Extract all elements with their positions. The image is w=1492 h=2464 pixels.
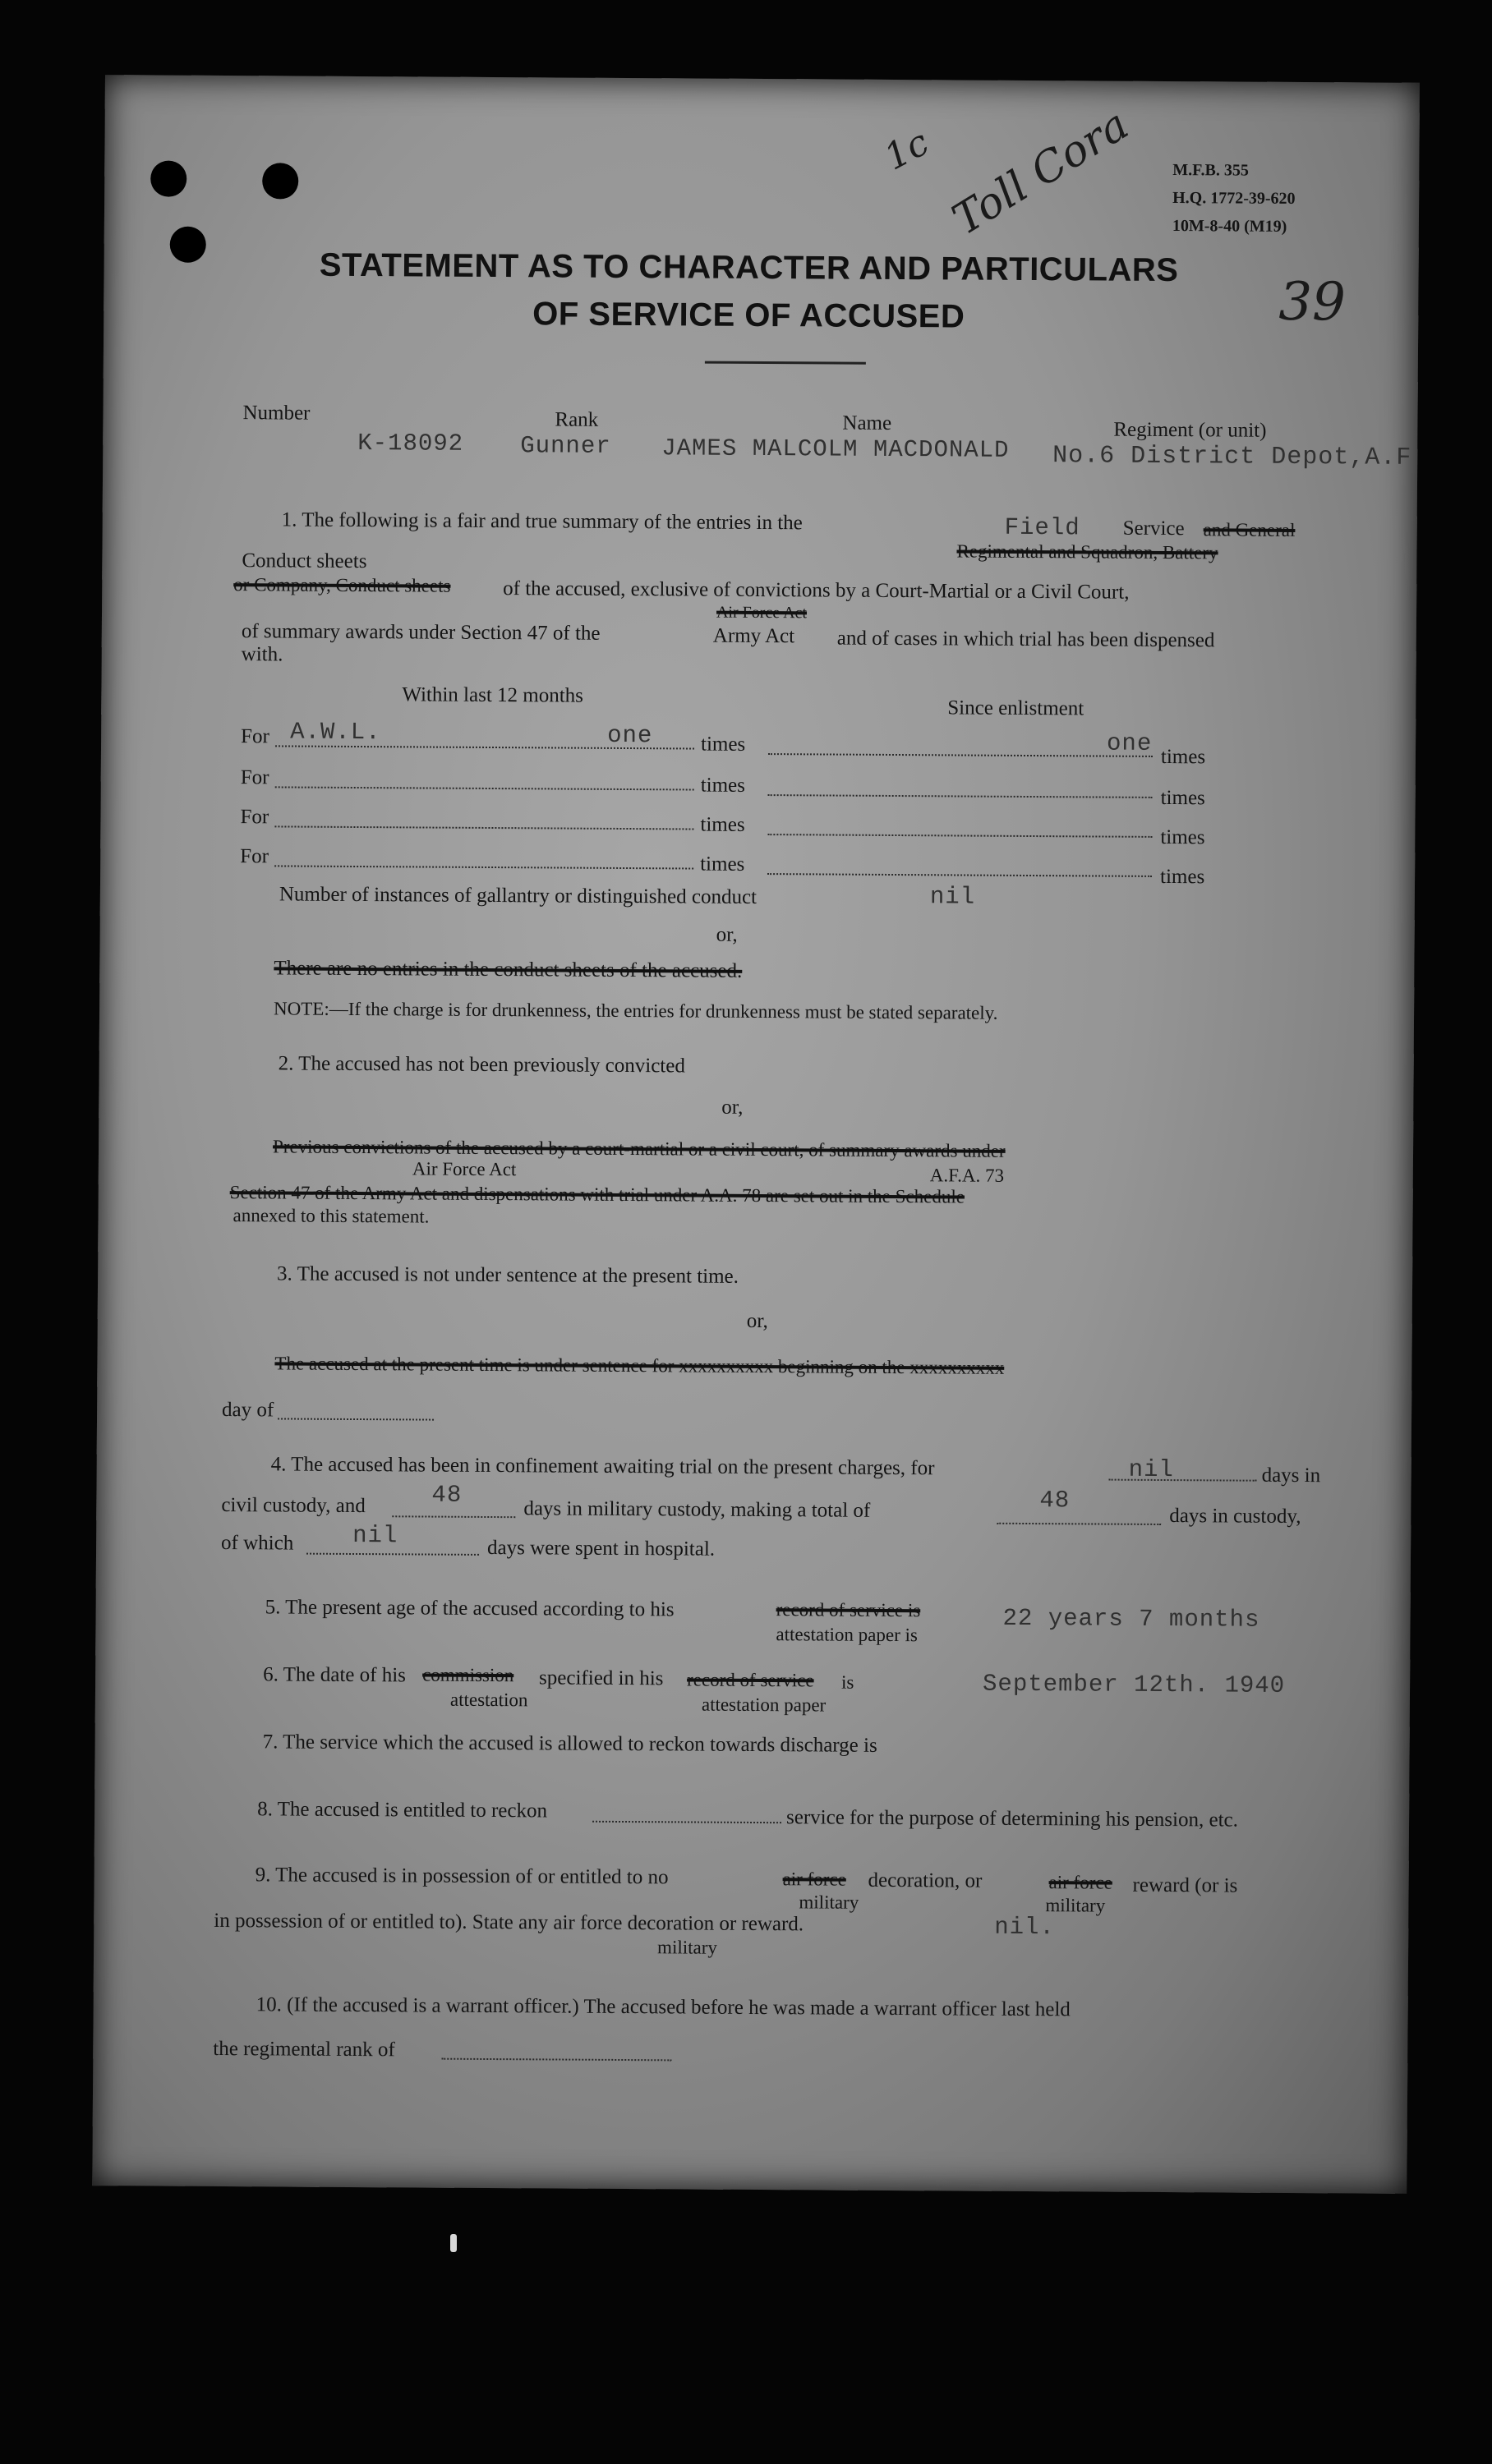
section7-text: 7. The service which the accused is allowed to reckon towards discharge is — [262, 1731, 877, 1757]
section4-text: days in military custody, making a total of — [523, 1497, 871, 1522]
section6-text: specified in his — [539, 1666, 664, 1690]
times-label: times — [1160, 745, 1206, 769]
struck-text: record of service is — [776, 1599, 921, 1621]
inserted-text: attestation paper is — [776, 1624, 918, 1646]
section4-text: days were spent in hospital. — [486, 1536, 716, 1561]
count-since-enlistment: one — [1106, 729, 1153, 757]
section6-text: is — [841, 1671, 854, 1693]
form-title-line1: STATEMENT AS TO CHARACTER AND PARTICULARS — [319, 246, 1179, 289]
struck-text: Regimental and Squadron, Battery — [956, 540, 1218, 563]
military-custody-days: 48 — [431, 1481, 463, 1509]
punch-hole — [262, 163, 298, 199]
inserted-text: Air Force Act — [716, 603, 808, 623]
struck-text: commission — [422, 1664, 514, 1686]
section1-text: Army Act — [712, 624, 795, 648]
service-number: K-18092 — [357, 429, 464, 457]
decoration-value: nil. — [994, 1913, 1055, 1942]
column-heading: Since enlistment — [947, 696, 1084, 720]
for-label: For — [240, 845, 269, 868]
or-text: or, — [721, 1096, 744, 1119]
section10-text: 10. (If the accused is a warrant officer.) The accused before he was made a warrant officer last held — [256, 1993, 1071, 2021]
service-text: Service — [1122, 517, 1185, 540]
inserted-text: attestation paper — [701, 1694, 827, 1716]
section4-text: days in custody, — [1169, 1505, 1301, 1529]
regiment-label: Regiment (or unit) — [1113, 418, 1267, 442]
column-heading: Within last 12 months — [402, 683, 584, 707]
times-label: times — [1160, 786, 1205, 810]
section10-text: the regimental rank of — [213, 2037, 395, 2062]
age-value: 22 years 7 months — [1002, 1604, 1260, 1634]
times-label: times — [1160, 825, 1205, 849]
inserted-text: military — [1045, 1895, 1106, 1916]
times-label: times — [700, 733, 746, 756]
form-code: 10M-8-40 (M19) — [1172, 217, 1287, 236]
section1-text: Conduct sheets — [242, 549, 367, 573]
form-code: M.F.B. 355 — [1172, 161, 1250, 180]
count-12-months: one — [607, 721, 653, 750]
or-text: or, — [716, 923, 738, 946]
section4-text: civil custody, and — [221, 1494, 366, 1518]
gallantry-value: nil — [929, 883, 976, 911]
number-label: Number — [242, 402, 311, 425]
section8-text: 8. The accused is entitled to reckon — [257, 1798, 548, 1823]
section4-text: days in — [1261, 1464, 1321, 1487]
name-label: Name — [842, 411, 892, 434]
section4-text: of which — [221, 1532, 294, 1555]
page-number: 39 — [1278, 271, 1347, 333]
or-text: or, — [746, 1309, 768, 1333]
struck-text: Section 47 of the Army Act and dispensations with trial under A.A. 78 are set out in the Schedule — [229, 1182, 965, 1207]
note-text: NOTE:—If the charge is for drunkenness, the entries for drunkenness must be stated separately. — [273, 998, 998, 1023]
times-label: times — [1159, 865, 1205, 889]
handwritten-initial: 1c — [877, 121, 936, 179]
times-label: times — [700, 774, 745, 797]
rank-label: Rank — [555, 408, 599, 431]
section4-text: 4. The accused has been in confinement awaiting trial on the present charges, for — [270, 1453, 935, 1480]
section9-text: in possession of or entitled to). State any air force decoration or reward. — [214, 1909, 804, 1936]
gallantry-label: Number of instances of gallantry or distinguished conduct — [279, 883, 758, 908]
inserted-text: military — [657, 1937, 718, 1958]
section1-text: of the accused, exclusive of convictions by a Court-Martial or a Civil Court, — [503, 577, 1130, 604]
section6-text: 6. The date of his — [263, 1663, 407, 1687]
inserted-text: Air Force Act — [412, 1158, 517, 1180]
field-entry: Field — [1004, 513, 1080, 542]
section9-text: 9. The accused is in possession of or entitled to no — [255, 1864, 669, 1889]
offence-entry: A.W.L. — [290, 718, 381, 747]
section1-text: of summary awards under Section 47 of the — [241, 620, 601, 645]
for-label: For — [240, 766, 269, 789]
section5-text: 5. The present age of the accused according to his — [265, 1596, 675, 1621]
for-label: For — [240, 806, 269, 829]
struck-text: air force — [782, 1869, 846, 1890]
struck-text: There are no entries in the conduct sheets of the accused. — [274, 957, 743, 982]
section3-text: day of — [222, 1399, 274, 1422]
struck-text: The accused at the present time is under sentence for xxxxxxxxxx beginning on the xxxxxxxxxx — [274, 1353, 1005, 1378]
struck-text: record of service — [687, 1669, 814, 1691]
total-custody-days: 48 — [1039, 1487, 1071, 1515]
inserted-text: attestation — [449, 1689, 528, 1711]
film-speck — [450, 2234, 457, 2252]
regiment-value: No.6 District Depot,A.F — [1052, 442, 1412, 472]
struck-text: Previous convictions of the accused by a court-martial or a civil court, of summary awards under — [272, 1136, 1006, 1161]
section1-text: and of cases in which trial has been dispensed — [836, 627, 1215, 652]
struck-text: air force — [1048, 1872, 1112, 1893]
section2-text: 2. The accused has not been previously convicted — [278, 1052, 685, 1078]
civil-custody-days: nil — [1128, 1455, 1174, 1484]
inserted-text: military — [799, 1892, 859, 1913]
section1-text: 1. The following is a fair and true summary of the entries in the — [281, 508, 803, 535]
struck-text: or Company, Conduct sheets — [233, 574, 451, 596]
form-title-line2: OF SERVICE OF ACCUSED — [532, 296, 965, 335]
section8-text: service for the purpose of determining his pension, etc. — [785, 1806, 1238, 1832]
attestation-date: September 12th. 1940 — [982, 1670, 1286, 1699]
for-label: For — [241, 725, 269, 748]
form-sheet — [92, 75, 1420, 2194]
name-value: JAMES MALCOLM MACDONALD — [661, 434, 1010, 464]
form-code: H.Q. 1772-39-620 — [1172, 189, 1296, 208]
title-divider — [705, 361, 866, 365]
punch-hole — [150, 160, 186, 196]
section3-text: 3. The accused is not under sentence at the present time. — [277, 1262, 739, 1288]
times-label: times — [700, 853, 745, 876]
struck-text: and General — [1203, 519, 1296, 540]
rank-value: Gunner — [520, 432, 611, 460]
section9-text: decoration, or — [868, 1869, 983, 1892]
section9-text: reward (or is — [1132, 1873, 1238, 1897]
times-label: times — [700, 813, 745, 836]
section1-text: with. — [241, 643, 283, 666]
inserted-text: A.F.A. 73 — [929, 1165, 1005, 1186]
section2-text: annexed to this statement. — [233, 1205, 430, 1227]
hospital-days: nil — [352, 1521, 398, 1550]
handwritten-signature: Toll Cora — [944, 99, 1138, 246]
